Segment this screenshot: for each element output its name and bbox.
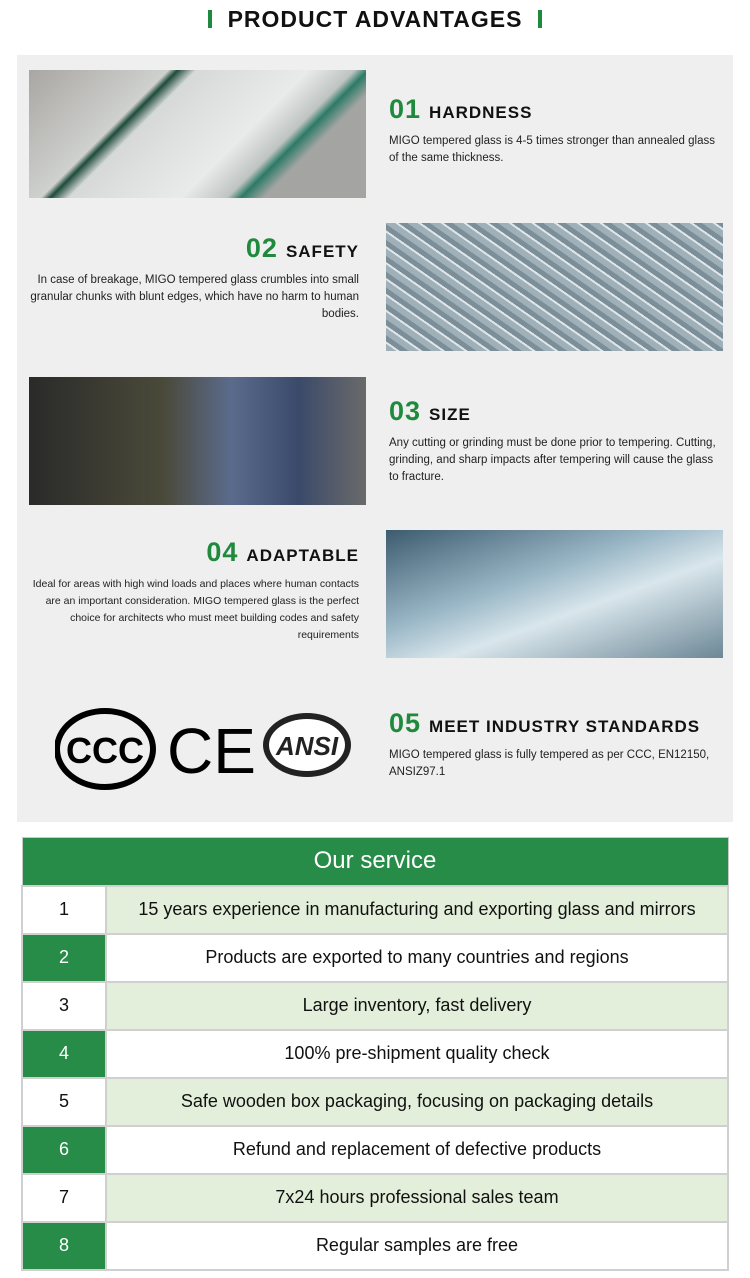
- svg-text:ANSI: ANSI: [275, 731, 339, 761]
- advantage-02: [29, 233, 359, 323]
- row-number: 2: [22, 934, 106, 982]
- advantage-01: [389, 94, 719, 167]
- service-title: Our service: [22, 838, 728, 886]
- row-number: 4: [22, 1030, 106, 1078]
- glass-edge-image: [29, 70, 366, 198]
- advantage-title: SAFETY: [285, 242, 359, 261]
- svg-text:CCC: CCC: [66, 730, 144, 771]
- glass-staircase-image: [386, 530, 723, 658]
- advantage-04: [29, 537, 359, 644]
- advantage-title: SIZE: [429, 405, 471, 424]
- ce-logo: [167, 715, 256, 787]
- title-text: PRODUCT ADVANTAGES: [227, 6, 523, 32]
- advantage-text: MIGO tempered glass is fully tempered as per CCC, EN12150, ANSIZ97.1: [389, 749, 710, 778]
- row-number: 8: [22, 1222, 106, 1270]
- advantage-text: Any cutting or grinding must be done prior to tempering. Cutting, grinding, and sharp impacts after tempering will cause the glass to fracture.: [389, 437, 716, 483]
- advantage-05: [389, 708, 729, 781]
- row-number: 5: [22, 1078, 106, 1126]
- row-text: 15 years experience in manufacturing and exporting glass and mirrors: [106, 886, 728, 934]
- advantage-number: 04: [206, 537, 239, 567]
- advantage-title: HARDNESS: [429, 103, 533, 122]
- row-text: Products are exported to many countries and regions: [106, 934, 728, 982]
- certification-logos: [55, 705, 355, 793]
- title-bar-right: [538, 10, 542, 28]
- svg-text:CE: CE: [167, 715, 256, 787]
- ccc-logo: [57, 711, 153, 787]
- table-row: [22, 1030, 728, 1078]
- title-bar-left: [208, 10, 212, 28]
- table-row: [22, 1078, 728, 1126]
- table-row: [22, 934, 728, 982]
- advantage-number: 02: [245, 233, 278, 263]
- table-row: [22, 1222, 728, 1270]
- row-number: 3: [22, 982, 106, 1030]
- table-row: [22, 1174, 728, 1222]
- advantage-text: Ideal for areas with high wind loads and places where human contacts are an important consideration. MIGO tempered glass is the perfect choice for architects who must meet building codes and safety requirements: [32, 578, 359, 641]
- advantage-title: MEET INDUSTRY STANDARDS: [429, 717, 701, 736]
- table-row: [22, 1126, 728, 1174]
- glass-cutting-image: [29, 377, 366, 505]
- row-text: Regular samples are free: [106, 1222, 728, 1270]
- advantage-number: 05: [389, 708, 422, 738]
- row-text: 100% pre-shipment quality check: [106, 1030, 728, 1078]
- page-title: [0, 6, 750, 33]
- row-number: 6: [22, 1126, 106, 1174]
- row-text: Large inventory, fast delivery: [106, 982, 728, 1030]
- advantage-03: [389, 396, 719, 486]
- advantage-title: ADAPTABLE: [246, 546, 359, 565]
- shattered-glass-image: [386, 223, 723, 351]
- row-text: Refund and replacement of defective products: [106, 1126, 728, 1174]
- row-number: 7: [22, 1174, 106, 1222]
- advantage-number: 01: [389, 94, 422, 124]
- row-text: Safe wooden box packaging, focusing on packaging details: [106, 1078, 728, 1126]
- table-row: [22, 982, 728, 1030]
- advantage-number: 03: [389, 396, 422, 426]
- advantage-text: In case of breakage, MIGO tempered glass crumbles into small granular chunks with blunt edges, which have no harm to human bodies.: [30, 274, 359, 320]
- service-table: [21, 837, 729, 1271]
- row-text: 7x24 hours professional sales team: [106, 1174, 728, 1222]
- row-number: 1: [22, 886, 106, 934]
- table-row: [22, 886, 728, 934]
- advantage-text: MIGO tempered glass is 4-5 times stronger than annealed glass of the same thickness.: [389, 135, 715, 164]
- ansi-logo: [263, 713, 351, 777]
